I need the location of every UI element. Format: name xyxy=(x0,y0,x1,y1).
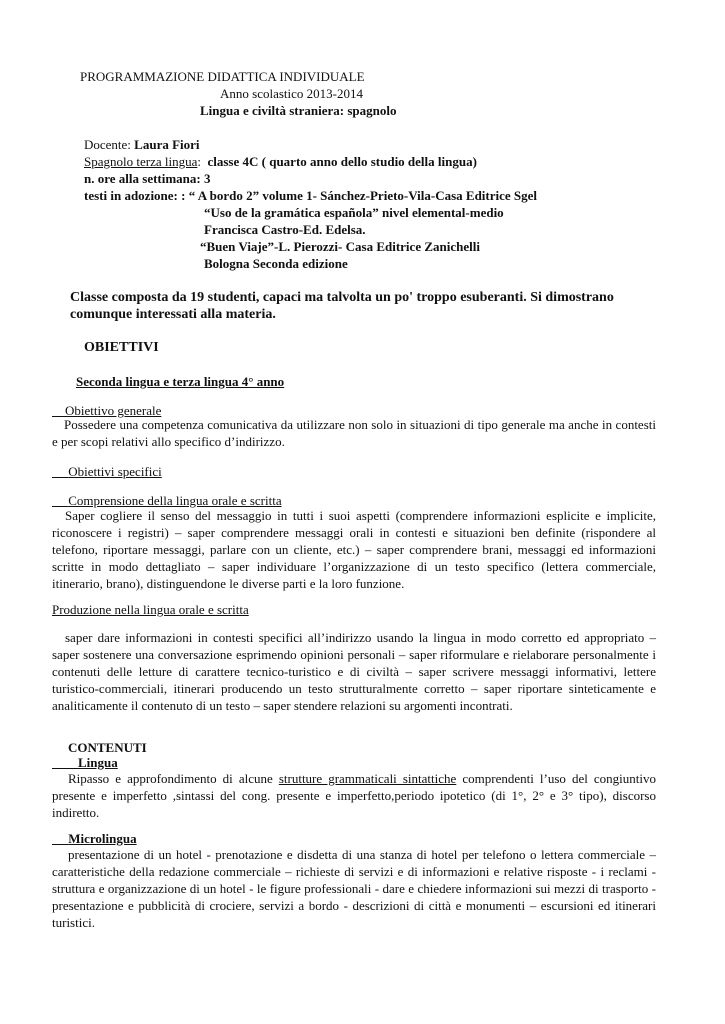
objectives-subheading: Seconda lingua e terza lingua 4° anno xyxy=(76,374,285,389)
comprehension-text: Saper cogliere il senso del messaggio in tutti i suoi aspetti (comprendere informazioni esplicite e implicite, riconoscere i registri) – saper comprendere messaggi orali in contesti e situazioni ben definite (rispondere al telefono, riportare messaggi, parlare con un cliente, etc.) – saper comprendere brani, messaggi ed informazioni scritte in modo dettagliato – saper individuare l’organizzazione di un testo specifico (lettera commerciale, itinerario, brano), distinguendone le diverse parti e la loro funzione. xyxy=(52,508,656,591)
textbook-4: “Buen Viaje”-L. Pierozzi- Casa Editrice Zanichelli xyxy=(200,239,480,254)
course-line xyxy=(84,153,477,170)
teacher-label: Docente: xyxy=(84,137,131,152)
teacher-line xyxy=(84,136,200,153)
document-title: PROGRAMMAZIONE DIDATTICA INDIVIDUALE xyxy=(80,69,365,84)
grammar-structures-link: strutture grammaticali sintattiche xyxy=(278,771,457,786)
production-label: Produzione nella lingua orale e scritta xyxy=(52,602,249,617)
school-year: Anno scolastico 2013-2014 xyxy=(220,86,363,101)
textbooks-line: testi in adozione: : “ A bordo 2” volume 1- Sánchez-Prieto-Vila-Casa Editrice Sgel xyxy=(84,188,538,203)
microlanguage-text: presentazione di un hotel - prenotazione e disdetta di una stanza di hotel per telefono o lettera commerciale – caratteristiche della redazione commerciale – richieste di servizi e di informazioni e relative risposte - i reclami - struttura e organizzazione di un hotel - le figure professionali - dare e chiedere informazioni sui mezzi di trasporto - presentazione e pubblicità di crociere, servizi a bordo - descrizioni di città e monumenti – escursioni ed itinerari turistici. xyxy=(52,847,656,930)
objectives-heading: OBIETTIVI xyxy=(84,340,159,355)
production-text: saper dare informazioni in contesti specifici all’indirizzo usando la lingua in modo corretto ed appropriato – saper sostenere una conversazione esprimendo opinioni personali – saper riformulare e rielaborare personalmente i contenuti delle letture di carattere tecnico-turistico e di civiltà – saper scrivere messaggi informativi, lettere turistico-commerciali, itinerari producendo un testo strutturalmente corretto – saper riportare sinteticamente e analiticamente il contenuto di un testo – saper stendere relazioni su argomenti incontrati. xyxy=(52,630,656,713)
class-description-line-1: Classe composta da 19 studenti, capaci ma talvolta un po' troppo esuberanti. Si dimostrano xyxy=(70,290,614,305)
language-text: Ripasso e approfondimento di alcune strutture grammaticali sintattiche comprendenti l’uso del congiuntivo presente e imperfetto ,sintassi del cong. presente e imperfetto,periodo ipotetico (di 1°, 2° e 3° tipo), discorso indiretto. xyxy=(52,771,657,820)
comprehension-label: Comprensione della lingua orale e scritta xyxy=(68,493,282,508)
textbook-3: Francisca Castro-Ed. Edelsa. xyxy=(204,222,366,237)
general-objective-text: Possedere una competenza comunicativa da utilizzare non solo in situazioni di tipo generale ma anche in contesti e per scopi relativi allo specifico d’indirizzo. xyxy=(52,417,656,449)
specific-objectives-label: Obiettivi specifici xyxy=(68,464,162,479)
microlanguage-label: Microlingua xyxy=(68,831,137,846)
weekly-hours: n. ore alla settimana: 3 xyxy=(84,171,211,186)
contents-heading: CONTENUTI xyxy=(68,740,147,755)
class-description-line-2: comunque interessati alla materia. xyxy=(70,307,276,322)
course-separator: : xyxy=(197,154,201,169)
language-label: Lingua xyxy=(78,755,118,770)
course-value: classe 4C ( quarto anno dello studio della lingua) xyxy=(207,154,477,169)
subject-title: Lingua e civiltà straniera: spagnolo xyxy=(200,103,397,118)
textbook-2: “Uso de la gramática española” nivel elemental-medio xyxy=(204,205,504,220)
course-label: Spagnolo terza lingua xyxy=(84,154,198,169)
general-objective-label: Obiettivo generale xyxy=(65,403,162,418)
textbook-5: Bologna Seconda edizione xyxy=(204,256,348,271)
teacher-name: Laura Fiori xyxy=(134,137,200,152)
